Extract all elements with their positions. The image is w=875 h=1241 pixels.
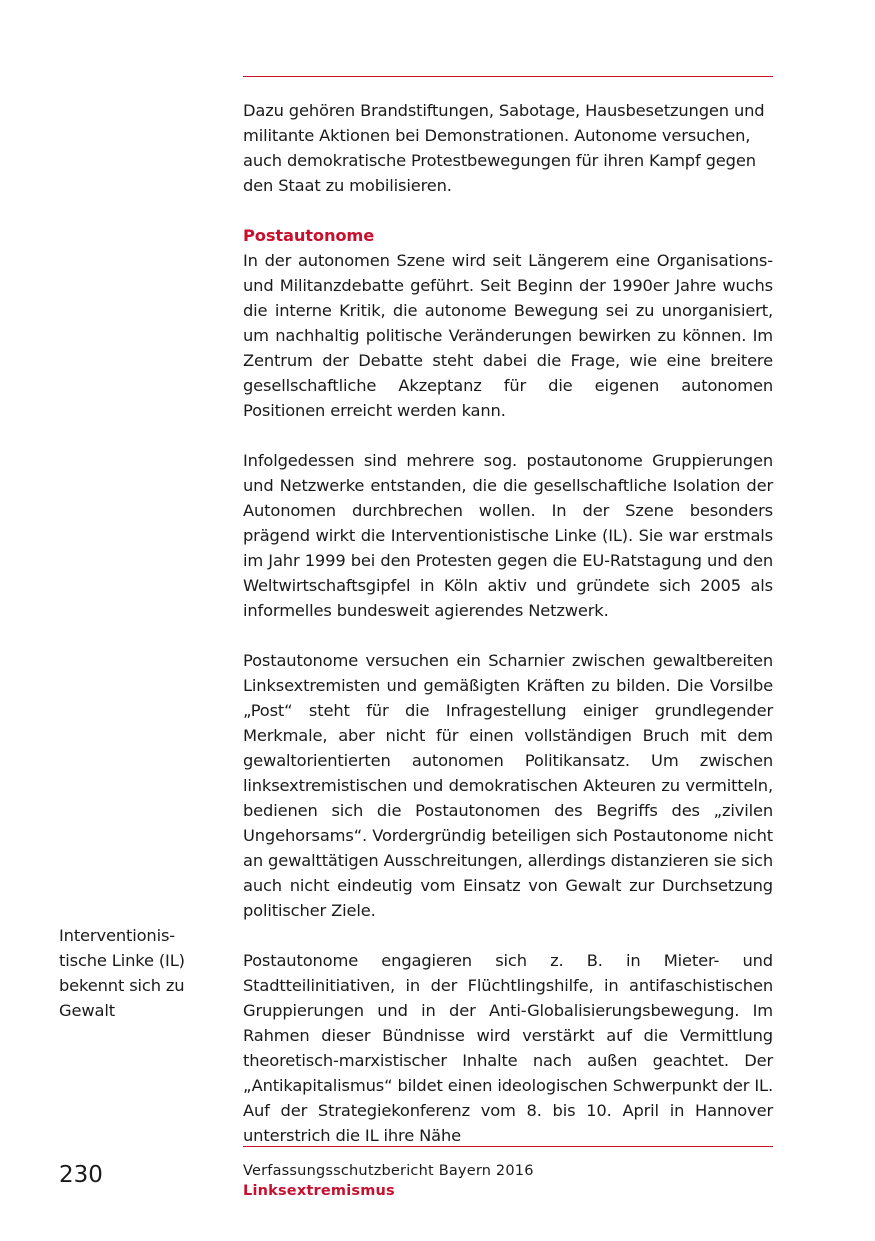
header-rule [243, 76, 773, 77]
margin-note [59, 923, 209, 1023]
paragraph: In der autonomen Szene wird seit Längerem eine Organisations- und Militanzdebatte geführt. Seit Beginn der 1990er Jahre wuchs die interne Kritik, die autonome Bewegung sei zu unorganisiert, um nachhaltig politische Veränderungen bewirken zu können. Im Zentrum der Debatte steht dabei die Frage, wie eine breitere gesellschaftliche Akzeptanz für die eigenen autonomen Positionen erreicht werden kann. [243, 251, 773, 420]
margin-note-line: tische Linke (IL) [59, 951, 185, 970]
footer-publication-title: Verfassungsschutzbericht Bayern 2016 [243, 1163, 534, 1179]
paragraph: Dazu gehören Brandstiftungen, Sabotage, Hausbesetzungen und militante Aktionen bei Demonstrationen. Autonome versuchen, auch demokratische Protestbewegungen für ihren Kampf gegen den Staat zu mobilisieren. [243, 101, 765, 195]
footer-rule [243, 1146, 773, 1147]
main-text-column [243, 98, 773, 1173]
paragraph: Infolgedessen sind mehrere sog. postautonome Gruppierungen und Netzwerke entstanden, die die gesellschaftliche Isolation der Autonomen durchbrechen wollen. In der Szene besonders prägend wirkt die Interventionistische Linke (IL). Sie war erstmals im Jahr 1999 bei den Protesten gegen die EU-Ratstagung und den Weltwirtschaftsgipfel in Köln aktiv und gründete sich 2005 als informelles bundesweit agierendes Netzwerk. [243, 451, 773, 620]
paragraph: Postautonome engagieren sich z. B. in Mieter- und Stadtteilinitiativen, in der Flüchtlingshilfe, in antifaschistischen Gruppierungen und in der Anti-Globalisierungsbewegung. Im Rahmen dieser Bündnisse wird verstärkt auf die Vermittlung theoretisch-marxistischer Inhalte nach außen geachtet. Der „Antikapitalismus“ bildet einen ideologischen Schwerpunkt der IL. Auf der Strategiekonferenz vom 8. bis 10. April in Hannover unterstrich die IL ihre Nähe [243, 951, 773, 1145]
paragraph: Postautonome versuchen ein Scharnier zwischen gewaltbereiten Linksextremisten und gemäßigten Kräften zu bilden. Die Vorsilbe „Post“ steht für die Infragestellung einiger grundlegender Merkmale, aber nicht für einen vollständigen Bruch mit dem gewaltorientierten autonomen Politikansatz. Um zwischen linksextremistischen und demokratischen Akteuren zu vermitteln, bedienen sich die Postautonomen des Begriffs des „zivilen Ungehorsams“. Vordergründig beteiligen sich Postautonome nicht an gewalttätigen Ausschreitungen, allerdings distanzieren sie sich auch nicht eindeutig vom Einsatz von Gewalt zur Durchsetzung politischer Ziele. [243, 651, 773, 920]
footer-section-title: Linksextremismus [243, 1183, 395, 1199]
margin-note-line: Gewalt [59, 1001, 115, 1020]
page-number: 230 [59, 1162, 103, 1188]
margin-note-line: Interventionis- [59, 926, 176, 945]
section-heading: Postautonome [243, 226, 375, 245]
margin-note-line: bekennt sich zu [59, 976, 185, 995]
